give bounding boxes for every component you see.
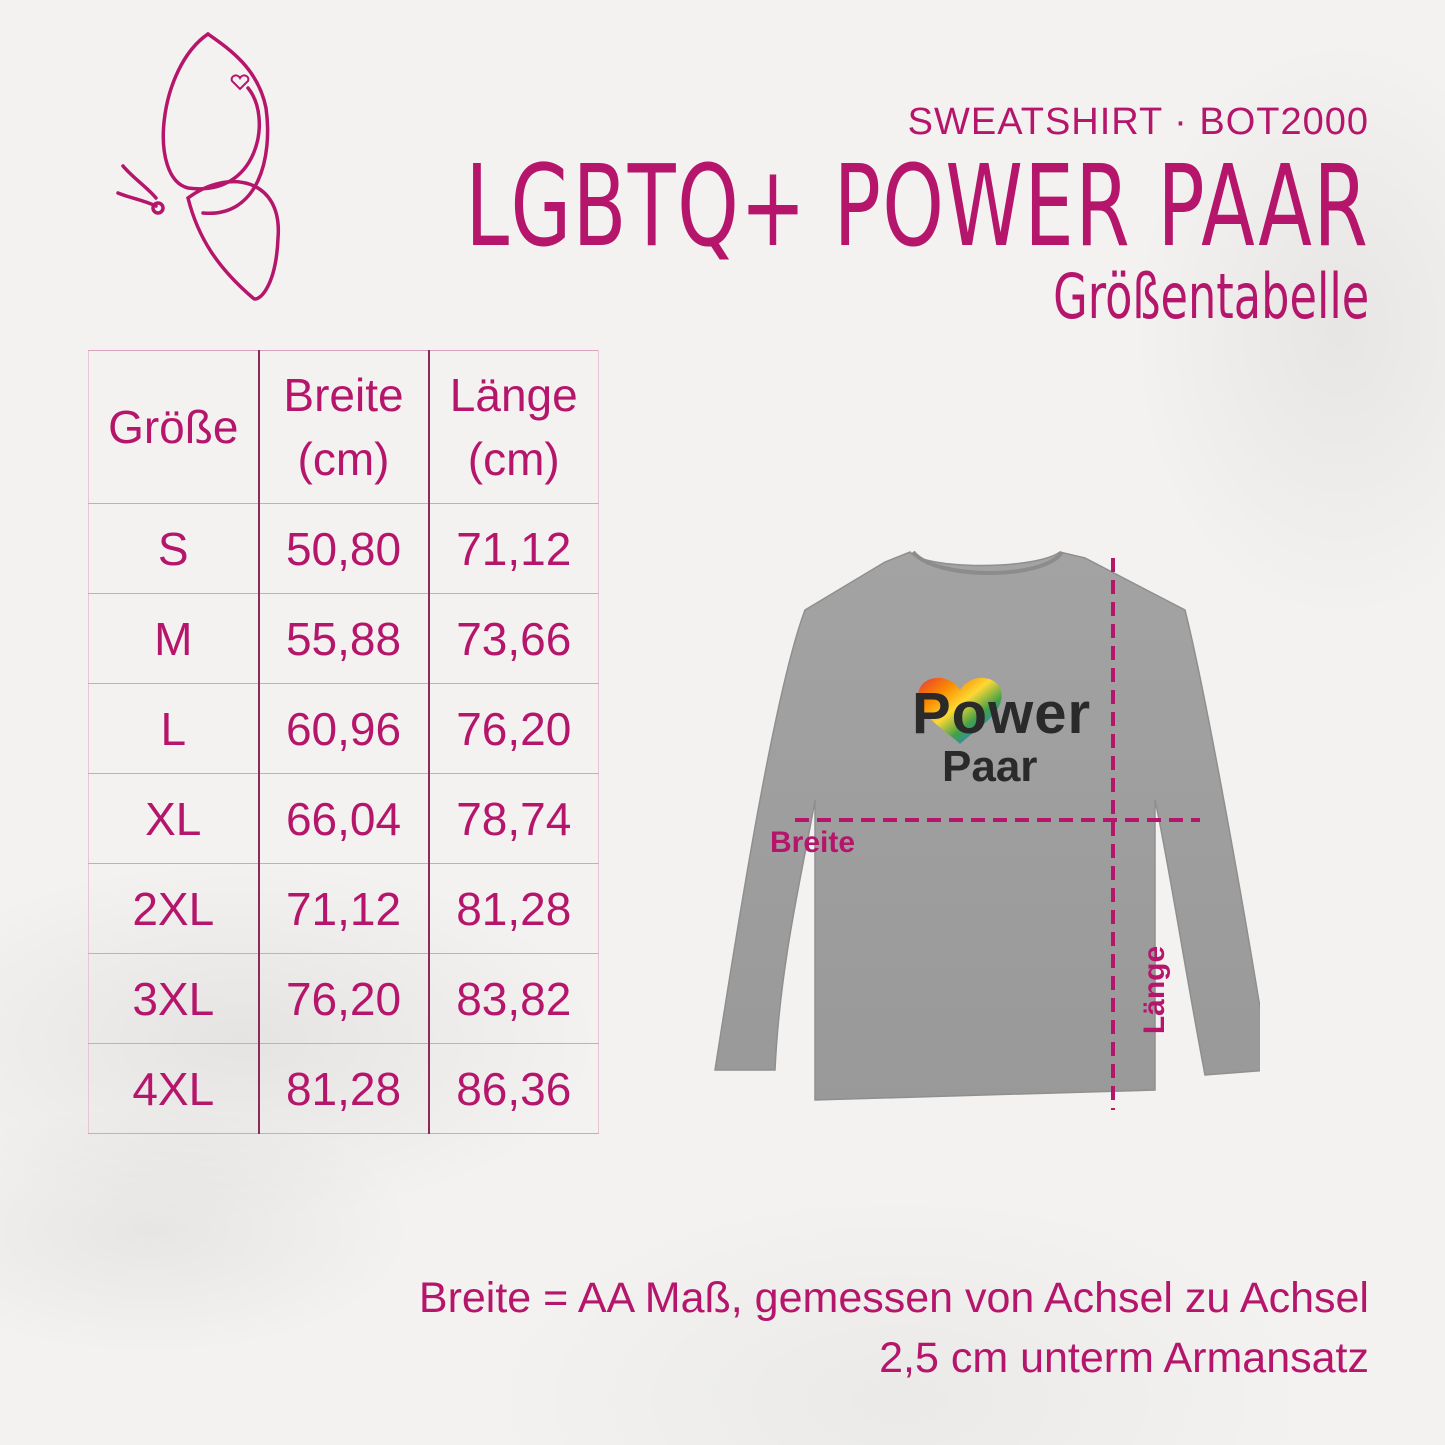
table-row: [89, 594, 599, 684]
product-subtitle: SWEATSHIRT · BOT2000: [907, 101, 1369, 143]
width-cell: 66,04: [259, 774, 429, 864]
length-cell: 71,12: [429, 504, 599, 594]
table-row: [89, 1044, 599, 1134]
table-header-row: [89, 351, 599, 504]
size-cell: 3XL: [89, 954, 259, 1044]
size-cell: L: [89, 684, 259, 774]
product-title: LGBTQ+ POWER PAAR: [465, 142, 1369, 272]
print-text-paar: Paar: [942, 742, 1038, 791]
print-text-power: Power: [912, 681, 1092, 746]
width-cell: 81,28: [259, 1044, 429, 1134]
table-row: [89, 954, 599, 1044]
length-cell: 83,82: [429, 954, 599, 1044]
width-cell: 76,20: [259, 954, 429, 1044]
width-cell: 55,88: [259, 594, 429, 684]
column-header-length: Länge (cm): [429, 351, 599, 504]
length-cell: 78,74: [429, 774, 599, 864]
table-row: [89, 504, 599, 594]
width-cell: 50,80: [259, 504, 429, 594]
size-cell: S: [89, 504, 259, 594]
footer-line-2: 2,5 cm unterm Armansatz: [879, 1334, 1369, 1382]
footer-note: [419, 1268, 1369, 1388]
size-cell: M: [89, 594, 259, 684]
width-label: Breite: [770, 826, 856, 859]
size-cell: 2XL: [89, 864, 259, 954]
width-cell: 71,12: [259, 864, 429, 954]
size-cell: 4XL: [89, 1044, 259, 1134]
column-header-width: Breite (cm): [259, 351, 429, 504]
size-cell: XL: [89, 774, 259, 864]
length-cell: 76,20: [429, 684, 599, 774]
table-row: [89, 864, 599, 954]
header: [78, 96, 1369, 333]
length-cell: 86,36: [429, 1044, 599, 1134]
length-label: Länge: [1138, 945, 1171, 1035]
column-header-size: Größe: [89, 351, 259, 504]
width-cell: 60,96: [259, 684, 429, 774]
size-chart-heading: Größentabelle: [1052, 260, 1369, 333]
table-row: [89, 684, 599, 774]
footer-line-1: Breite = AA Maß, gemessen von Achsel zu Achsel: [418, 1274, 1369, 1322]
sweatshirt-illustration: [700, 530, 1260, 1120]
table-row: [89, 774, 599, 864]
length-cell: 81,28: [429, 864, 599, 954]
length-cell: 73,66: [429, 594, 599, 684]
size-table: [88, 350, 599, 1134]
